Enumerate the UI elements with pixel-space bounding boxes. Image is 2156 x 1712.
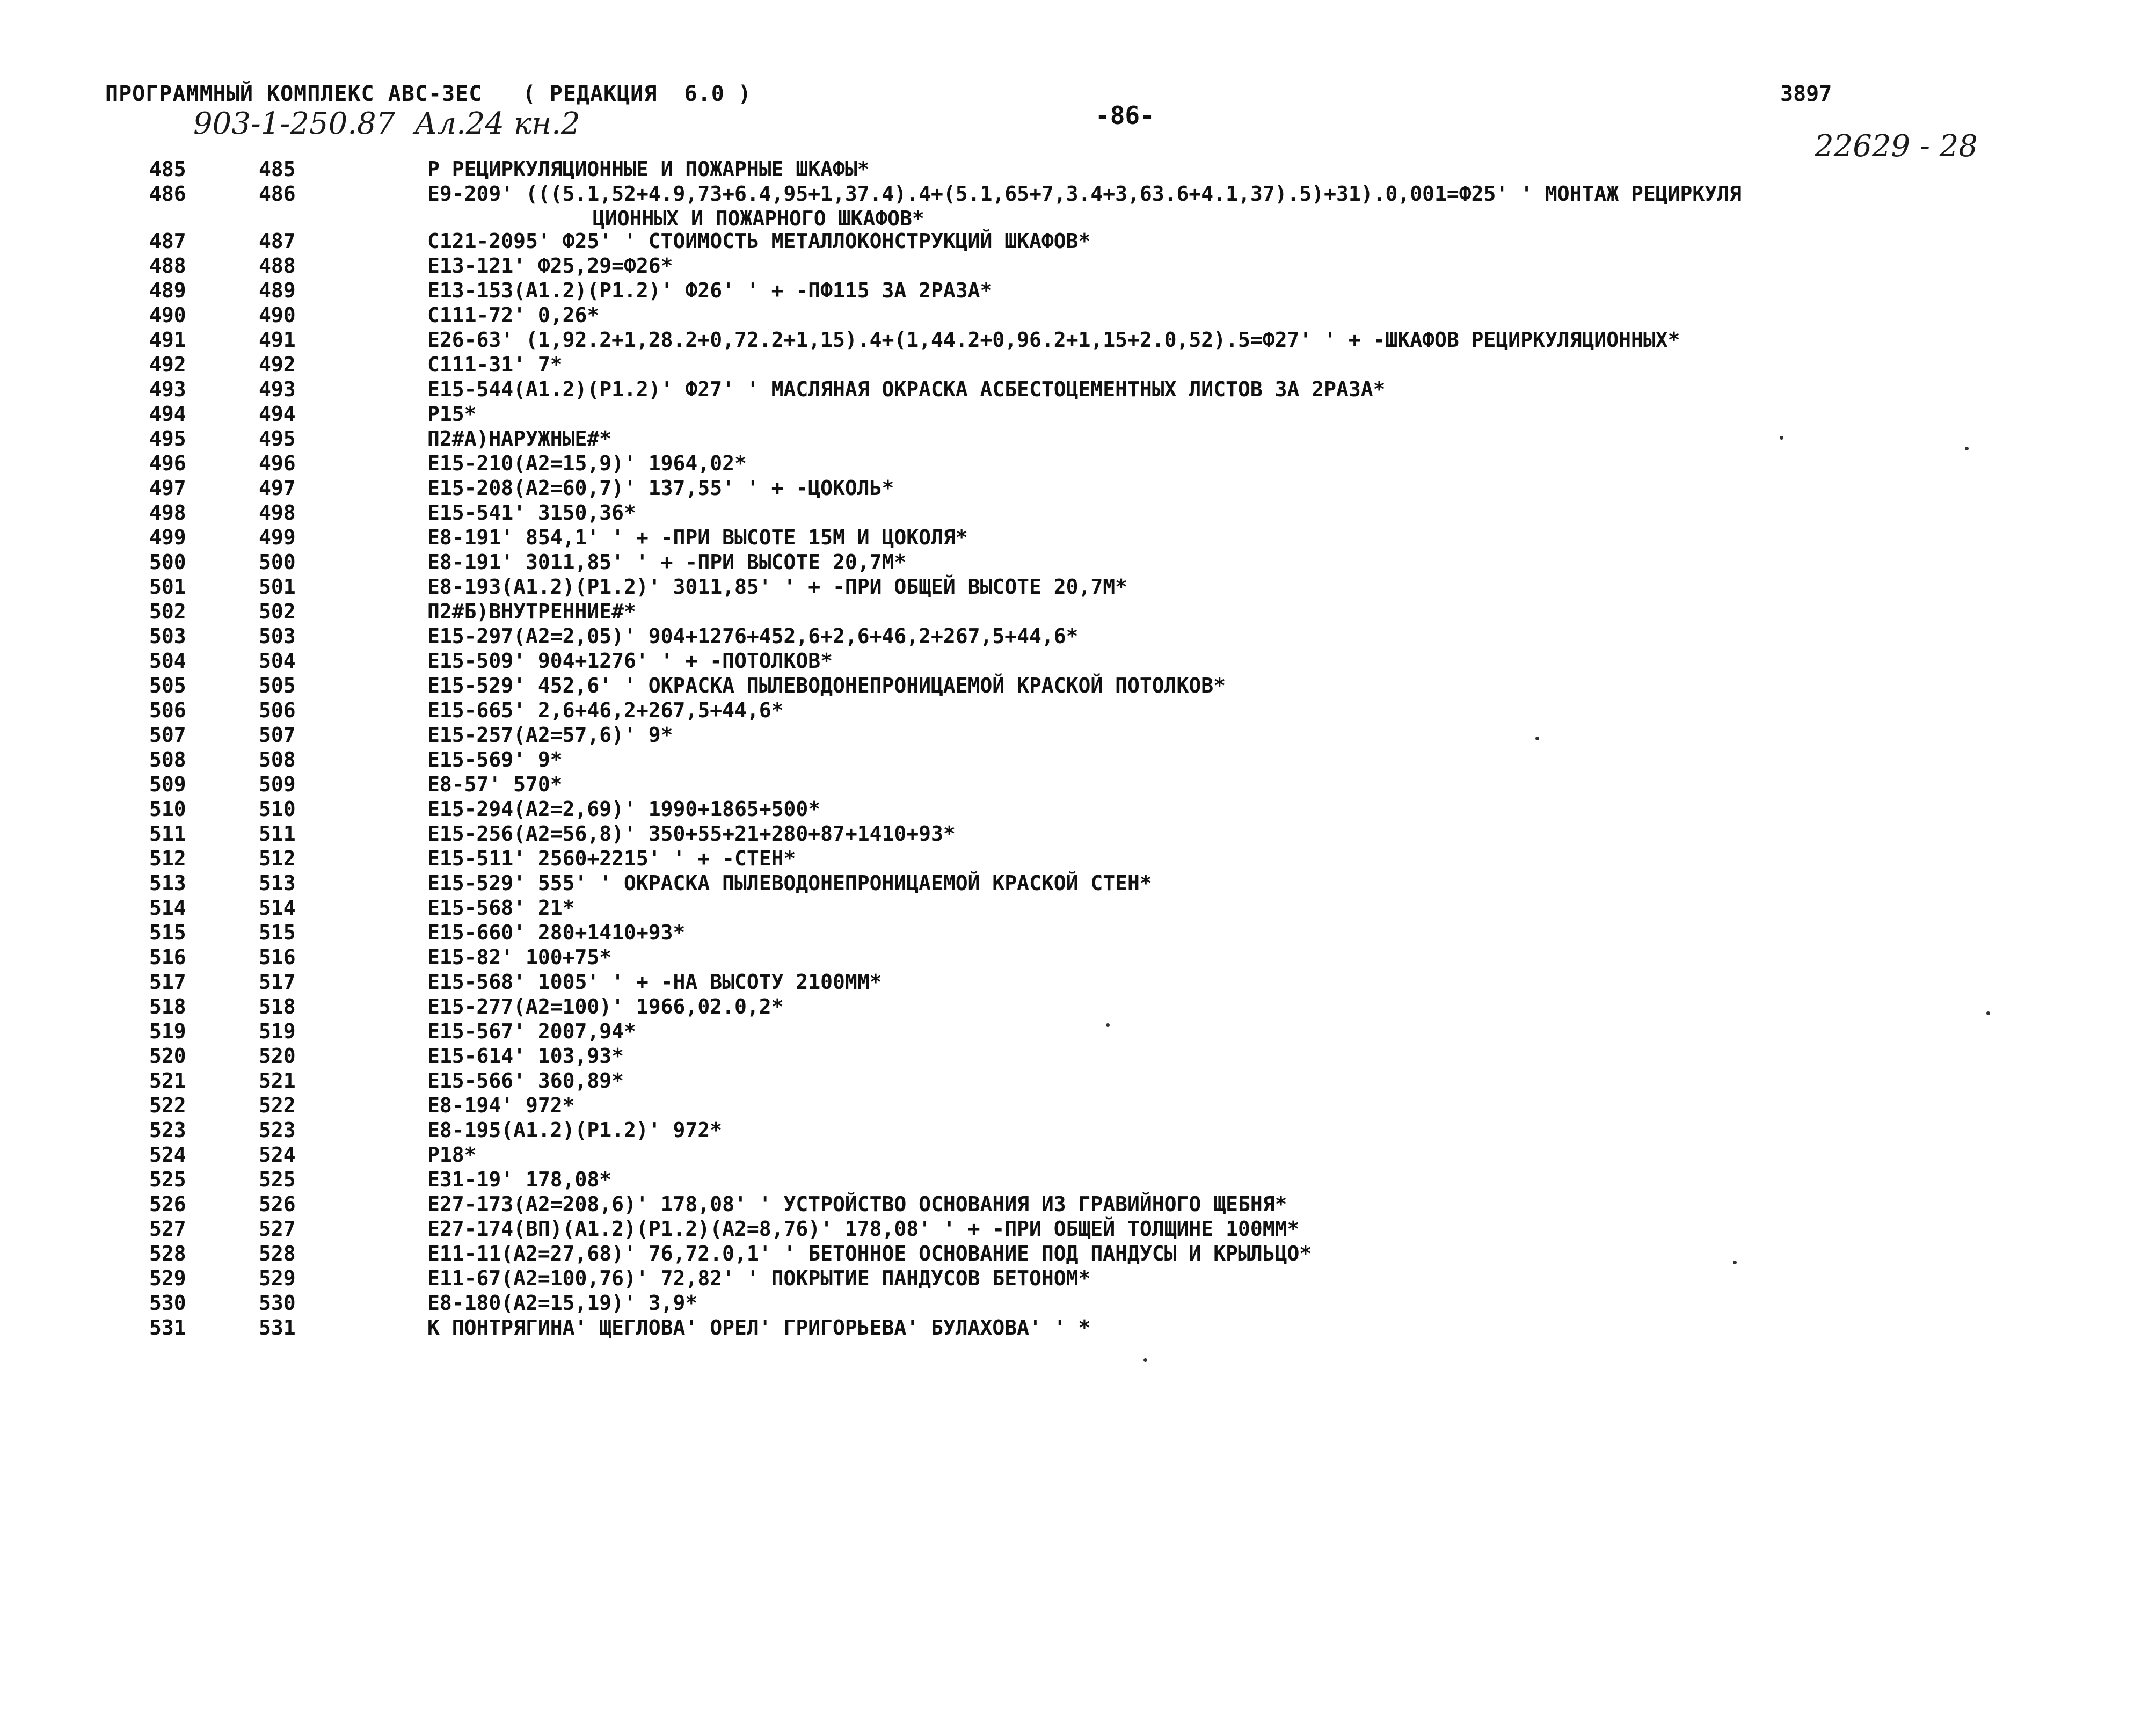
line-number-secondary: 495 bbox=[259, 427, 296, 450]
line-number-secondary: 502 bbox=[259, 600, 296, 623]
listing-row bbox=[0, 427, 2156, 451]
line-number-secondary: 522 bbox=[259, 1094, 296, 1117]
line-number-primary: 525 bbox=[149, 1168, 186, 1191]
listing-row bbox=[0, 723, 2156, 748]
line-number-primary: 530 bbox=[149, 1291, 186, 1315]
statement-text: Е27-174(ВП)(А1.2)(Р1.2)(А2=8,76)' 178,08' ' + -ПРИ ОБЩЕЙ ТОЛЩИНЕ 100ММ* bbox=[427, 1217, 1300, 1241]
statement-text: Е26-63' (1,92.2+1,28.2+0,72.2+1,15).4+(1,44.2+0,96.2+1,15+2.0,52).5=Ф27' ' + -ШКАФОВ РЕЦИРКУЛЯЦИОННЫХ* bbox=[427, 328, 1680, 352]
statement-text: Е15-544(А1.2)(Р1.2)' Ф27' ' МАСЛЯНАЯ ОКРАСКА АСБЕСТОЦЕМЕНТНЫХ ЛИСТОВ ЗА 2РАЗА* bbox=[427, 377, 1386, 401]
listing-row bbox=[0, 649, 2156, 674]
listing-row bbox=[0, 1291, 2156, 1316]
statement-text: ЦИОННЫХ И ПОЖАРНОГО ШКАФОВ* bbox=[593, 207, 924, 230]
listing-row bbox=[0, 921, 2156, 945]
line-number-primary: 531 bbox=[149, 1316, 186, 1339]
listing-row bbox=[0, 970, 2156, 995]
listing-row bbox=[0, 847, 2156, 871]
code-listing bbox=[0, 157, 2156, 1341]
statement-text: Е15-297(А2=2,05)' 904+1276+452,6+2,6+46,2+267,5+44,6* bbox=[427, 624, 1079, 648]
line-number-secondary: 531 bbox=[259, 1316, 296, 1339]
line-number-primary: 505 bbox=[149, 674, 186, 697]
line-number-secondary: 487 bbox=[259, 229, 296, 253]
listing-row bbox=[0, 303, 2156, 328]
line-number-primary: 522 bbox=[149, 1094, 186, 1117]
listing-row bbox=[0, 624, 2156, 649]
line-number-secondary: 523 bbox=[259, 1118, 296, 1142]
listing-row bbox=[0, 353, 2156, 377]
statement-text: Е15-277(А2=100)' 1966,02.0,2* bbox=[427, 995, 784, 1018]
statement-text: Е15-567' 2007,94* bbox=[427, 1019, 636, 1043]
statement-text: Е11-67(А2=100,76)' 72,82' ' ПОКРЫТИЕ ПАНДУСОВ БЕТОНОМ* bbox=[427, 1266, 1091, 1290]
line-number-primary: 495 bbox=[149, 427, 186, 450]
listing-row bbox=[0, 377, 2156, 402]
statement-text: Р РЕЦИРКУЛЯЦИОННЫЕ И ПОЖАРНЫЕ ШКАФЫ* bbox=[427, 157, 870, 181]
line-number-secondary: 505 bbox=[259, 674, 296, 697]
line-number-primary: 498 bbox=[149, 501, 186, 524]
statement-text: Е15-511' 2560+2215' ' + -СТЕН* bbox=[427, 847, 796, 870]
line-number-secondary: 492 bbox=[259, 353, 296, 376]
line-number-secondary: 517 bbox=[259, 970, 296, 994]
line-number-primary: 507 bbox=[149, 723, 186, 747]
listing-row bbox=[0, 1316, 2156, 1341]
line-number-primary: 519 bbox=[149, 1019, 186, 1043]
line-number-secondary: 516 bbox=[259, 945, 296, 969]
line-number-primary: 514 bbox=[149, 896, 186, 920]
statement-text: Е15-509' 904+1276' ' + -ПОТОЛКОВ* bbox=[427, 649, 833, 673]
listing-row bbox=[0, 1069, 2156, 1094]
line-number-secondary: 513 bbox=[259, 871, 296, 895]
listing-row bbox=[0, 476, 2156, 501]
line-number-secondary: 503 bbox=[259, 624, 296, 648]
listing-row bbox=[0, 896, 2156, 921]
listing-row bbox=[0, 995, 2156, 1019]
line-number-primary: 489 bbox=[149, 279, 186, 302]
listing-row bbox=[0, 600, 2156, 624]
line-number-secondary: 488 bbox=[259, 254, 296, 278]
scan-speck bbox=[1535, 737, 1539, 740]
listing-row bbox=[0, 1266, 2156, 1291]
line-number-secondary: 510 bbox=[259, 797, 296, 821]
line-number-secondary: 511 bbox=[259, 822, 296, 846]
scan-speck bbox=[1143, 1358, 1147, 1362]
line-number-secondary: 524 bbox=[259, 1143, 296, 1167]
line-number-secondary: 500 bbox=[259, 550, 296, 574]
statement-text: Е15-569' 9* bbox=[427, 748, 563, 771]
statement-text: Е15-614' 103,93* bbox=[427, 1044, 624, 1068]
line-number-primary: 516 bbox=[149, 945, 186, 969]
line-number-primary: 512 bbox=[149, 847, 186, 870]
line-number-secondary: 504 bbox=[259, 649, 296, 673]
statement-text: Е15-294(А2=2,69)' 1990+1865+500* bbox=[427, 797, 821, 821]
statement-text: Е15-529' 555' ' ОКРАСКА ПЫЛЕВОДОНЕПРОНИЦАЕМОЙ КРАСКОЙ СТЕН* bbox=[427, 871, 1152, 895]
statement-text: С111-31' 7* bbox=[427, 353, 563, 376]
line-number-secondary: 499 bbox=[259, 526, 296, 549]
line-number-primary: 518 bbox=[149, 995, 186, 1018]
line-number-primary: 515 bbox=[149, 921, 186, 944]
line-number-secondary: 490 bbox=[259, 303, 296, 327]
listing-row bbox=[0, 945, 2156, 970]
statement-text: Р15* bbox=[427, 402, 477, 426]
line-number-primary: 513 bbox=[149, 871, 186, 895]
line-number-secondary: 520 bbox=[259, 1044, 296, 1068]
line-number-primary: 506 bbox=[149, 698, 186, 722]
statement-text: Е8-194' 972* bbox=[427, 1094, 575, 1117]
line-number-secondary: 489 bbox=[259, 279, 296, 302]
line-number-secondary: 514 bbox=[259, 896, 296, 920]
listing-row bbox=[0, 698, 2156, 723]
line-number-primary: 520 bbox=[149, 1044, 186, 1068]
scan-speck bbox=[1780, 436, 1783, 440]
statement-text: Е8-193(А1.2)(Р1.2)' 3011,85' ' + -ПРИ ОБЩЕЙ ВЫСОТЕ 20,7М* bbox=[427, 575, 1128, 599]
scan-speck bbox=[1965, 447, 1969, 450]
listing-row bbox=[0, 501, 2156, 526]
line-number-secondary: 526 bbox=[259, 1192, 296, 1216]
listing-row bbox=[0, 402, 2156, 427]
line-number-secondary: 491 bbox=[259, 328, 296, 352]
statement-text: Е15-529' 452,6' ' ОКРАСКА ПЫЛЕВОДОНЕПРОНИЦАЕМОЙ КРАСКОЙ ПОТОЛКОВ* bbox=[427, 674, 1226, 697]
page-number: -86- bbox=[1095, 101, 1155, 130]
line-number-secondary: 519 bbox=[259, 1019, 296, 1043]
statement-text: Е15-541' 3150,36* bbox=[427, 501, 636, 524]
line-number-primary: 511 bbox=[149, 822, 186, 846]
listing-row bbox=[0, 674, 2156, 698]
line-number-secondary: 525 bbox=[259, 1168, 296, 1191]
listing-row bbox=[0, 526, 2156, 550]
line-number-secondary: 521 bbox=[259, 1069, 296, 1092]
line-number-secondary: 518 bbox=[259, 995, 296, 1018]
line-number-secondary: 493 bbox=[259, 377, 296, 401]
line-number-primary: 496 bbox=[149, 451, 186, 475]
line-number-secondary: 486 bbox=[259, 182, 296, 206]
line-number-secondary: 530 bbox=[259, 1291, 296, 1315]
line-number-primary: 494 bbox=[149, 402, 186, 426]
statement-text: Е15-665' 2,6+46,2+267,5+44,6* bbox=[427, 698, 784, 722]
listing-row bbox=[0, 254, 2156, 279]
statement-text: Р18* bbox=[427, 1143, 477, 1167]
statement-text: Е8-57' 570* bbox=[427, 773, 563, 796]
line-number-primary: 501 bbox=[149, 575, 186, 599]
line-number-primary: 488 bbox=[149, 254, 186, 278]
line-number-secondary: 528 bbox=[259, 1242, 296, 1265]
listing-row bbox=[0, 157, 2156, 182]
listing-row bbox=[0, 451, 2156, 476]
statement-text: С111-72' 0,26* bbox=[427, 303, 600, 327]
line-number-primary: 487 bbox=[149, 229, 186, 253]
statement-text: Е15-257(А2=57,6)' 9* bbox=[427, 723, 673, 747]
statement-text: Е15-210(А2=15,9)' 1964,02* bbox=[427, 451, 747, 475]
statement-text: Е8-191' 854,1' ' + -ПРИ ВЫСОТЕ 15М И ЦОКОЛЯ* bbox=[427, 526, 968, 549]
handwritten-note-left: 903-1-250.87 Ал.24 кн.2 bbox=[193, 106, 580, 141]
statement-text: Е9-209' (((5.1,52+4.9,73+6.4,95+1,37.4).4+(5.1,65+7,3.4+3,63.6+4.1,37).5)+31).0,001=Ф25' ' МОНТАЖ РЕЦИРКУЛЯ bbox=[427, 182, 1742, 206]
listing-row bbox=[0, 328, 2156, 353]
listing-row bbox=[0, 229, 2156, 254]
listing-row bbox=[0, 748, 2156, 773]
statement-text: П2#А)НАРУЖНЫЕ#* bbox=[427, 427, 612, 450]
statement-text: Е15-566' 360,89* bbox=[427, 1069, 624, 1092]
line-number-primary: 504 bbox=[149, 649, 186, 673]
listing-continuation-line bbox=[0, 207, 2156, 229]
statement-text: Е13-153(А1.2)(Р1.2)' Ф26' ' + -ПФ115 ЗА 2РАЗА* bbox=[427, 279, 993, 302]
line-number-primary: 523 bbox=[149, 1118, 186, 1142]
line-number-primary: 528 bbox=[149, 1242, 186, 1265]
statement-text: П2#Б)ВНУТРЕННИЕ#* bbox=[427, 600, 636, 623]
line-number-primary: 502 bbox=[149, 600, 186, 623]
statement-text: Е15-208(А2=60,7)' 137,55' ' + -ЦОКОЛЬ* bbox=[427, 476, 894, 500]
statement-text: Е13-121' Ф25,29=Ф26* bbox=[427, 254, 673, 278]
statement-text: Е15-256(А2=56,8)' 350+55+21+280+87+1410+93* bbox=[427, 822, 956, 846]
line-number-primary: 491 bbox=[149, 328, 186, 352]
listing-row bbox=[0, 1168, 2156, 1192]
listing-row bbox=[0, 1192, 2156, 1217]
line-number-primary: 521 bbox=[149, 1069, 186, 1092]
statement-text: Е15-660' 280+1410+93* bbox=[427, 921, 686, 944]
document-code: 3897 bbox=[1780, 82, 1832, 106]
statement-text: Е8-195(А1.2)(Р1.2)' 972* bbox=[427, 1118, 723, 1142]
statement-text: С121-2095' Ф25' ' СТОИМОСТЬ МЕТАЛЛОКОНСТРУКЦИЙ ШКАФОВ* bbox=[427, 229, 1091, 253]
statement-text: Е8-191' 3011,85' ' + -ПРИ ВЫСОТЕ 20,7М* bbox=[427, 550, 907, 574]
line-number-primary: 497 bbox=[149, 476, 186, 500]
listing-row bbox=[0, 550, 2156, 575]
statement-text: Е11-11(А2=27,68)' 76,72.0,1' ' БЕТОННОЕ ОСНОВАНИЕ ПОД ПАНДУСЫ И КРЫЛЬЦО* bbox=[427, 1242, 1312, 1265]
line-number-primary: 524 bbox=[149, 1143, 186, 1167]
line-number-primary: 510 bbox=[149, 797, 186, 821]
listing-row bbox=[0, 797, 2156, 822]
line-number-primary: 503 bbox=[149, 624, 186, 648]
line-number-primary: 500 bbox=[149, 550, 186, 574]
listing-row bbox=[0, 575, 2156, 600]
statement-text: Е15-82' 100+75* bbox=[427, 945, 612, 969]
listing-row bbox=[0, 182, 2156, 207]
listing-row bbox=[0, 1044, 2156, 1069]
scan-speck bbox=[1733, 1261, 1737, 1264]
line-number-primary: 508 bbox=[149, 748, 186, 771]
line-number-primary: 493 bbox=[149, 377, 186, 401]
line-number-secondary: 529 bbox=[259, 1266, 296, 1290]
program-header: ПРОГРАММНЫЙ КОМПЛЕКС АВС-3ЕС ( РЕДАКЦИЯ 6.0 ) bbox=[105, 82, 752, 106]
line-number-secondary: 496 bbox=[259, 451, 296, 475]
listing-row bbox=[0, 871, 2156, 896]
statement-text: Е27-173(А2=208,6)' 178,08' ' УСТРОЙСТВО ОСНОВАНИЯ ИЗ ГРАВИЙНОГО ЩЕБНЯ* bbox=[427, 1192, 1287, 1216]
listing-row bbox=[0, 1019, 2156, 1044]
listing-row bbox=[0, 1094, 2156, 1118]
line-number-secondary: 515 bbox=[259, 921, 296, 944]
listing-row bbox=[0, 1217, 2156, 1242]
line-number-primary: 499 bbox=[149, 526, 186, 549]
line-number-secondary: 512 bbox=[259, 847, 296, 870]
line-number-primary: 517 bbox=[149, 970, 186, 994]
line-number-primary: 490 bbox=[149, 303, 186, 327]
line-number-secondary: 498 bbox=[259, 501, 296, 524]
scan-speck bbox=[1106, 1023, 1110, 1027]
listing-row bbox=[0, 1118, 2156, 1143]
scan-speck bbox=[1986, 1011, 1990, 1015]
line-number-primary: 527 bbox=[149, 1217, 186, 1241]
listing-row bbox=[0, 279, 2156, 303]
listing-row bbox=[0, 1143, 2156, 1168]
line-number-secondary: 506 bbox=[259, 698, 296, 722]
handwritten-note-right: 22629 - 28 bbox=[1815, 129, 1978, 164]
line-number-secondary: 494 bbox=[259, 402, 296, 426]
line-number-secondary: 509 bbox=[259, 773, 296, 796]
listing-row bbox=[0, 822, 2156, 847]
statement-text: Е15-568' 1005' ' + -НА ВЫСОТУ 2100ММ* bbox=[427, 970, 882, 994]
statement-text: Е31-19' 178,08* bbox=[427, 1168, 612, 1191]
line-number-primary: 509 bbox=[149, 773, 186, 796]
line-number-primary: 486 bbox=[149, 182, 186, 206]
listing-row bbox=[0, 773, 2156, 797]
line-number-primary: 529 bbox=[149, 1266, 186, 1290]
line-number-secondary: 485 bbox=[259, 157, 296, 181]
line-number-primary: 485 bbox=[149, 157, 186, 181]
line-number-secondary: 527 bbox=[259, 1217, 296, 1241]
listing-row bbox=[0, 1242, 2156, 1266]
line-number-secondary: 507 bbox=[259, 723, 296, 747]
statement-text: Е15-568' 21* bbox=[427, 896, 575, 920]
statement-text: Е8-180(А2=15,19)' 3,9* bbox=[427, 1291, 698, 1315]
line-number-secondary: 497 bbox=[259, 476, 296, 500]
line-number-secondary: 501 bbox=[259, 575, 296, 599]
statement-text: К ПОНТРЯГИНА' ЩЕГЛОВА' ОРЕЛ' ГРИГОРЬЕВА' БУЛАХОВА' ' * bbox=[427, 1316, 1091, 1339]
line-number-primary: 492 bbox=[149, 353, 186, 376]
line-number-secondary: 508 bbox=[259, 748, 296, 771]
line-number-primary: 526 bbox=[149, 1192, 186, 1216]
